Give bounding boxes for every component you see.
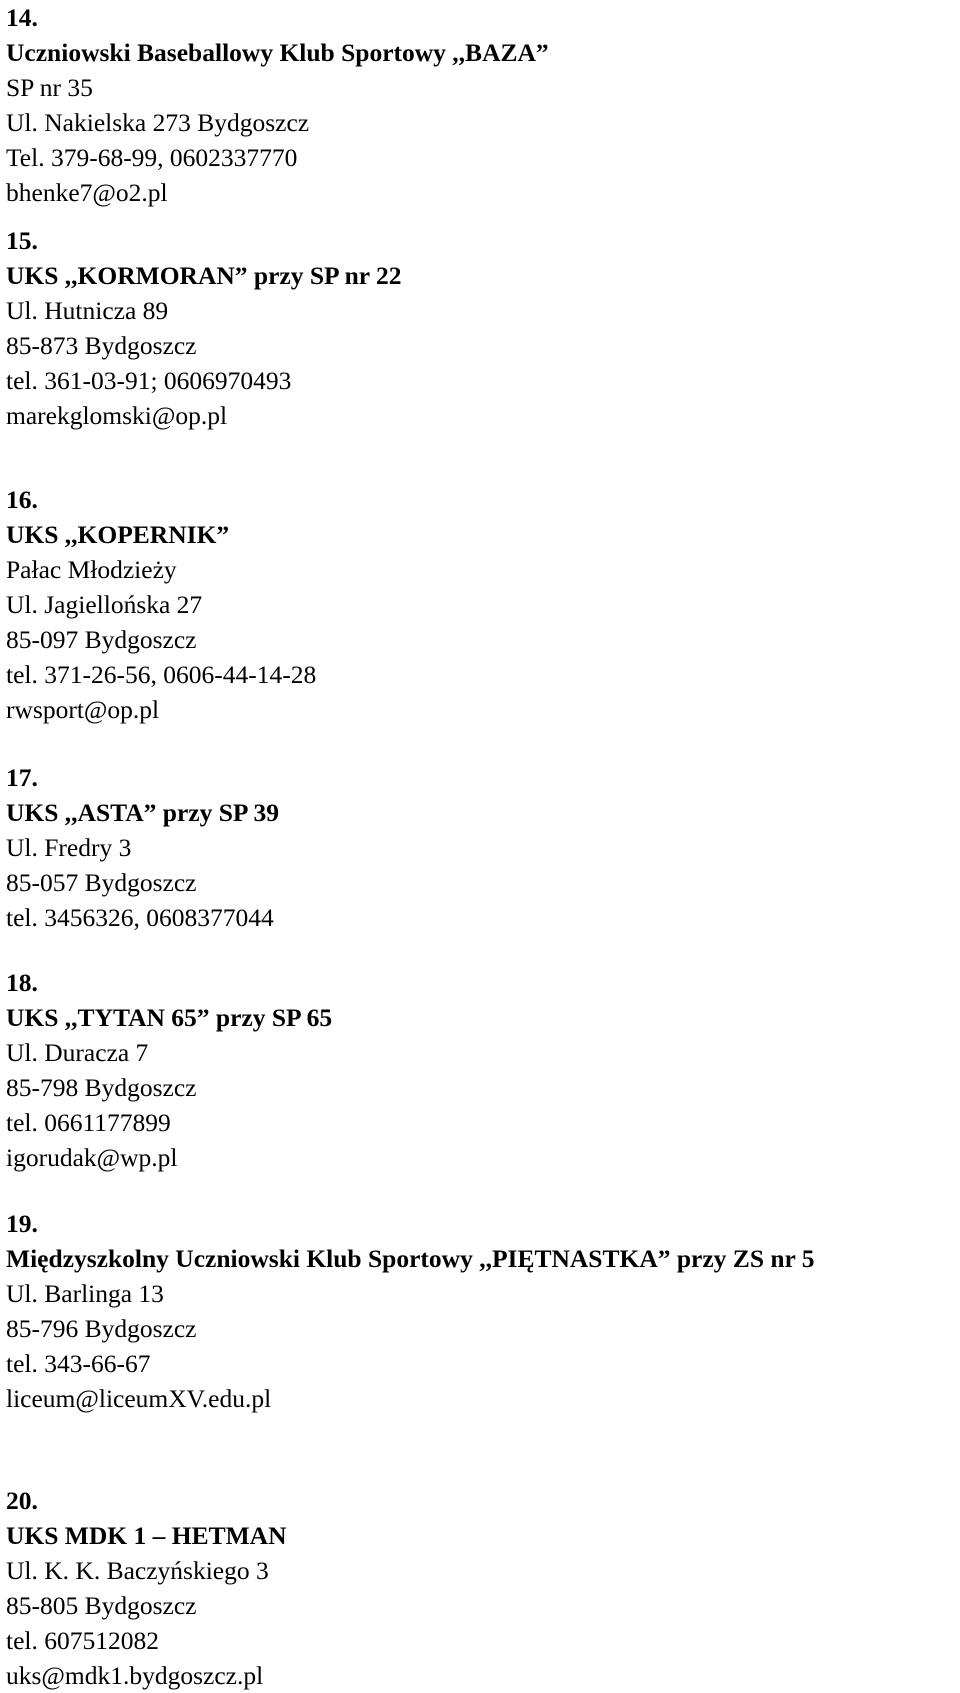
club-entry-17 (6, 760, 279, 935)
email-line: uks@mdk1.bydgoszcz.pl (6, 1661, 264, 1690)
club-name: UKS ,,KORMORAN” przy SP nr 22 (6, 261, 402, 290)
phone-line: tel. 0661177899 (6, 1108, 171, 1137)
club-entry-20 (6, 1483, 287, 1693)
entry-number: 14. (6, 3, 38, 32)
club-entry-16 (6, 482, 316, 727)
street-line: Ul. K. K. Baczyńskiego 3 (6, 1556, 269, 1585)
entry-number: 18. (6, 968, 38, 997)
street-line: Ul. Barlinga 13 (6, 1279, 164, 1308)
club-name: UKS ,,KOPERNIK” (6, 520, 230, 549)
club-name: UKS ,,TYTAN 65” przy SP 65 (6, 1003, 333, 1032)
city-line: 85-057 Bydgoszcz (6, 868, 197, 897)
email-line: rwsport@op.pl (6, 695, 160, 724)
entry-number: 15. (6, 226, 38, 255)
address-line: Ul. Nakielska 273 Bydgoszcz (6, 108, 310, 137)
city-line: 85-097 Bydgoszcz (6, 625, 197, 654)
venue-line: Pałac Młodzieży (6, 555, 177, 584)
city-line: 85-796 Bydgoszcz (6, 1314, 197, 1343)
phone-line: tel. 361-03-91; 0606970493 (6, 366, 292, 395)
city-line: 85-873 Bydgoszcz (6, 331, 197, 360)
phone-line: tel. 3456326, 0608377044 (6, 903, 274, 932)
club-entry-15 (6, 223, 402, 433)
club-name: Uczniowski Baseballowy Klub Sportowy ,,BAZA” (6, 38, 549, 67)
phone-line: tel. 371-26-56, 0606-44-14-28 (6, 660, 317, 689)
club-name: UKS ,,ASTA” przy SP 39 (6, 798, 279, 827)
street-line: Ul. Jagiellońska 27 (6, 590, 203, 619)
phone-line: tel. 343-66-67 (6, 1349, 151, 1378)
street-line: Ul. Duracza 7 (6, 1038, 149, 1067)
street-line: Ul. Fredry 3 (6, 833, 132, 862)
club-entry-14 (6, 0, 549, 210)
entry-number: 19. (6, 1209, 38, 1238)
club-name: UKS MDK 1 – HETMAN (6, 1521, 287, 1550)
email-line: igorudak@wp.pl (6, 1143, 178, 1172)
school-line: SP nr 35 (6, 73, 93, 102)
email-line: marekglomski@op.pl (6, 401, 228, 430)
phone-line: Tel. 379-68-99, 0602337770 (6, 143, 298, 172)
club-name: Międzyszkolny Uczniowski Klub Sportowy ,,PIĘTNASTKA” przy ZS nr 5 (6, 1244, 815, 1273)
email-line: liceum@liceumXV.edu.pl (6, 1384, 272, 1413)
city-line: 85-798 Bydgoszcz (6, 1073, 197, 1102)
entry-number: 16. (6, 485, 38, 514)
city-line: 85-805 Bydgoszcz (6, 1591, 197, 1620)
phone-line: tel. 607512082 (6, 1626, 159, 1655)
entry-number: 20. (6, 1486, 38, 1515)
club-entry-18 (6, 965, 332, 1175)
club-entry-19 (6, 1206, 815, 1416)
entry-number: 17. (6, 763, 38, 792)
email-line: bhenke7@o2.pl (6, 178, 168, 207)
street-line: Ul. Hutnicza 89 (6, 296, 169, 325)
